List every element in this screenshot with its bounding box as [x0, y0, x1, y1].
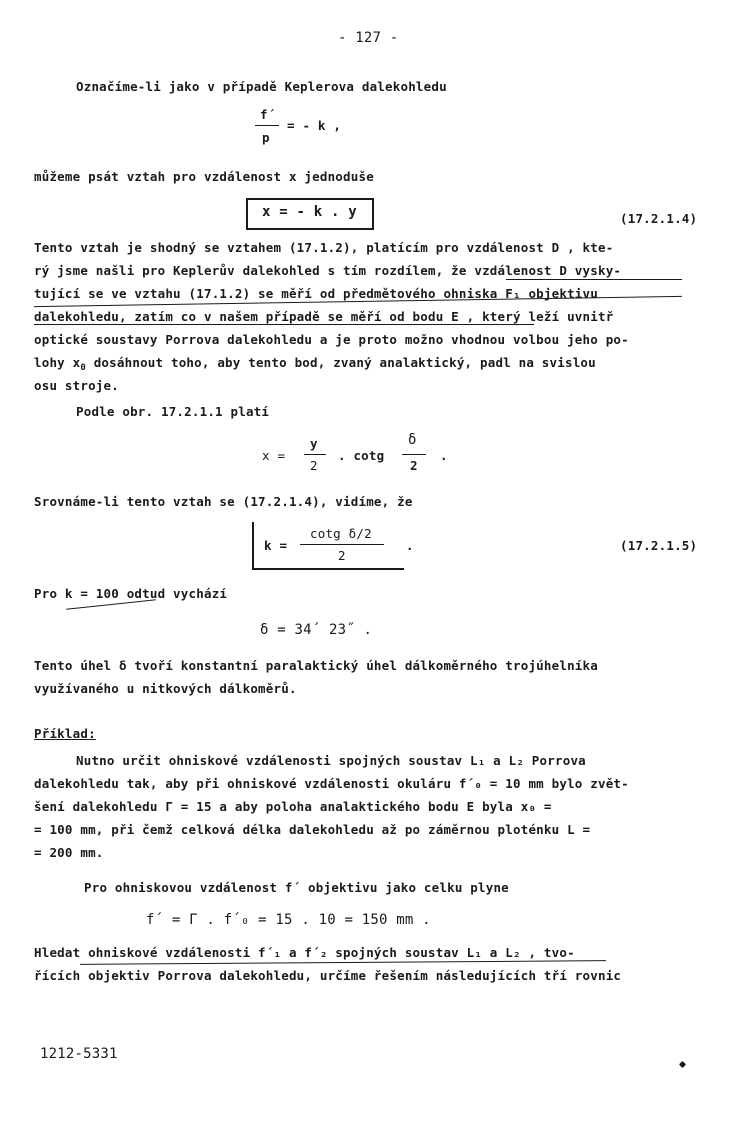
text-line: Hledat ohniskové vzdálenosti f´₁ a f´₂ spojných soustav L₁ a L₂ , tvo- [34, 945, 575, 960]
equation-5: δ = 34´ 23˝ . [260, 622, 373, 638]
equation-2-label: (17.2.1.4) [620, 211, 698, 226]
text-line: využívaného u nitkových dálkoměrů. [34, 681, 297, 696]
text-line: dalekohledu, zatím co v našem případě se měří od bodu E , který leží uvnitř [34, 309, 614, 324]
page-number: - 127 - [338, 30, 399, 46]
text-line: = 200 mm. [34, 845, 104, 860]
text-line: Pro k = 100 odtud vychází [34, 586, 228, 601]
text-line: Tento úhel δ tvoří konstantní paralaktický úhel dálkoměrného trojúhelníka [34, 658, 598, 673]
text-line: můžeme psát vztah pro vzdálenost x jednoduše [34, 169, 374, 184]
equation-4-label: (17.2.1.5) [620, 538, 698, 553]
equation-6: f´ = Γ . f´₀ = 15 . 10 = 150 mm . [146, 912, 431, 928]
text-line: optické soustavy Porrova dalekohledu a je proto možno vhodnou volbou jeho po- [34, 332, 629, 347]
text-line: dalekohledu tak, aby při ohniskové vzdálenosti okuláru f´₀ = 10 mm bylo zvět- [34, 776, 629, 791]
text-line: Pro ohniskovou vzdálenost f´ objektivu jako celku plyne [84, 880, 509, 895]
text-line: šení dalekohledu Γ = 15 a aby poloha analaktického bodu E byla x₀ = [34, 799, 552, 814]
text-line: Označíme-li jako v případě Keplerova dalekohledu [76, 79, 447, 94]
text-line: Tento vztah je shodný se vztahem (17.1.2), platícím pro vzdálenost D , kte- [34, 240, 614, 255]
text-line: řících objektiv Porrova dalekohledu, určíme řešením následujících tří rovnic [34, 968, 622, 983]
text-line: Nutno určit ohniskové vzdálenosti spojných soustav L₁ a L₂ Porrova [76, 753, 586, 768]
text-line: tující se ve vztahu (17.1.2) se měří od předmětového ohniska F₁ objektivu [34, 286, 598, 301]
underline-mark [506, 279, 682, 280]
equation-2: x = - k . y [262, 204, 357, 220]
underline-mark [80, 960, 606, 965]
text-line: osu stroje. [34, 378, 119, 393]
underline-mark [34, 324, 534, 325]
text-line: Srovnáme-li tento vztah se (17.2.1.4), vidíme, že [34, 494, 413, 509]
text-line: Podle obr. 17.2.1.1 platí [76, 404, 270, 419]
text-line: lohy $x_0$ dosáhnout toho, aby tento bod, zvaný analaktický, padl na svislou [34, 355, 596, 373]
section-heading: Příklad: [34, 726, 96, 741]
text-line: rý jsme našli pro Keplerův dalekohled s tím rozdílem, že vzdálenost D vysky- [34, 263, 622, 278]
text-line: = 100 mm, při čemž celková délka dalekohledu až po záměrnou ploténku L = [34, 822, 591, 837]
footer-code: 1212-5331 [40, 1046, 118, 1062]
stray-mark [679, 1061, 686, 1068]
